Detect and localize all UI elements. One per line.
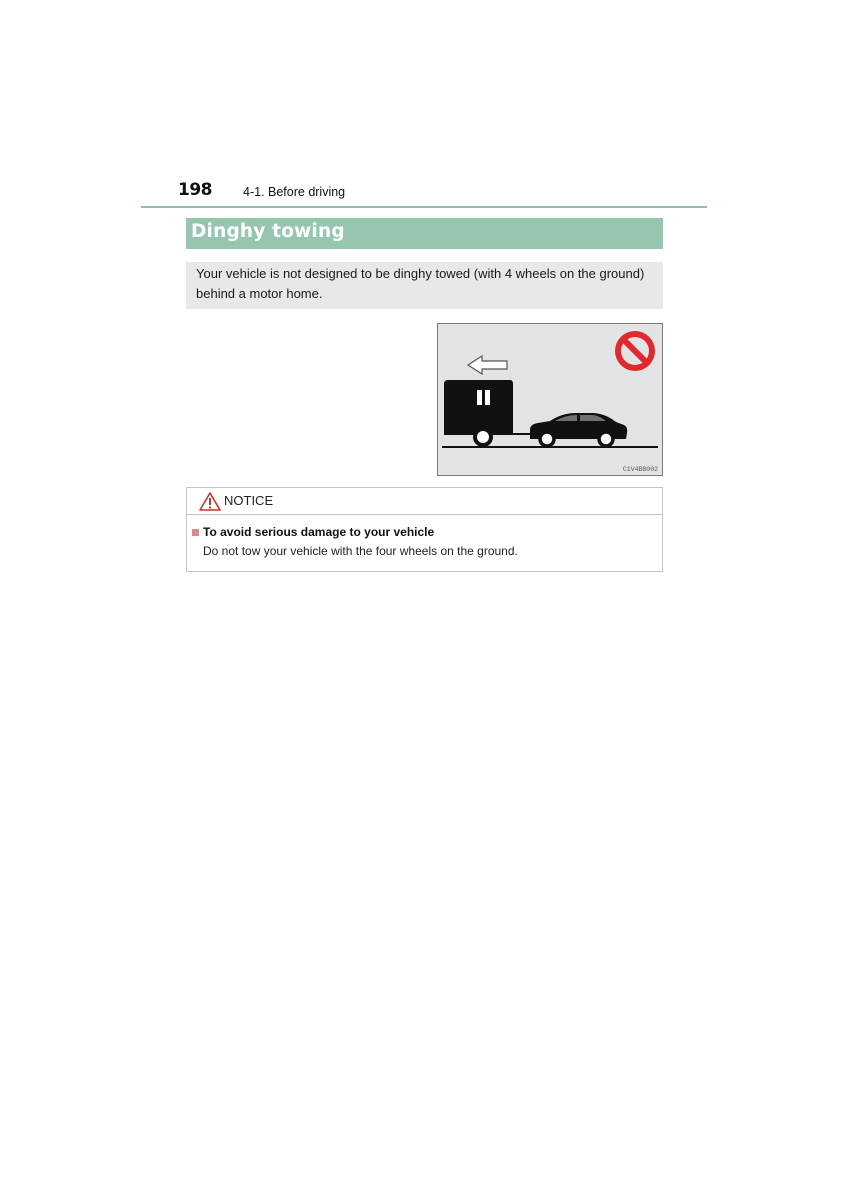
figure-code: C1V4BB002: [622, 466, 658, 473]
car-icon: [530, 413, 627, 446]
notice-subheading: To avoid serious damage to your vehicle: [203, 525, 435, 539]
notice-box: [186, 487, 663, 572]
towing-illustration: [437, 323, 663, 476]
bullet-square: [192, 529, 199, 536]
section-breadcrumb: 4-1. Before driving: [243, 185, 346, 199]
intro-box: [186, 262, 663, 309]
intro-text: Your vehicle is not designed to be dinghy towed (with 4 wheels on the ground) behind a motor home.: [196, 266, 645, 301]
notice-body: Do not tow your vehicle with the four wheels on the ground.: [203, 544, 518, 558]
page-title: Dinghy towing: [191, 221, 345, 242]
motor-home-icon: [444, 380, 534, 445]
notice-header: [187, 488, 662, 515]
notice-label: NOTICE: [224, 493, 274, 508]
title-bar: [186, 218, 663, 249]
header-rule: [141, 206, 707, 208]
illustration-svg: [438, 324, 662, 475]
page-number: 198: [178, 180, 212, 200]
warning-triangle-icon: [199, 492, 221, 511]
prohibited-icon: [615, 331, 655, 371]
left-arrow-icon: [468, 356, 507, 374]
